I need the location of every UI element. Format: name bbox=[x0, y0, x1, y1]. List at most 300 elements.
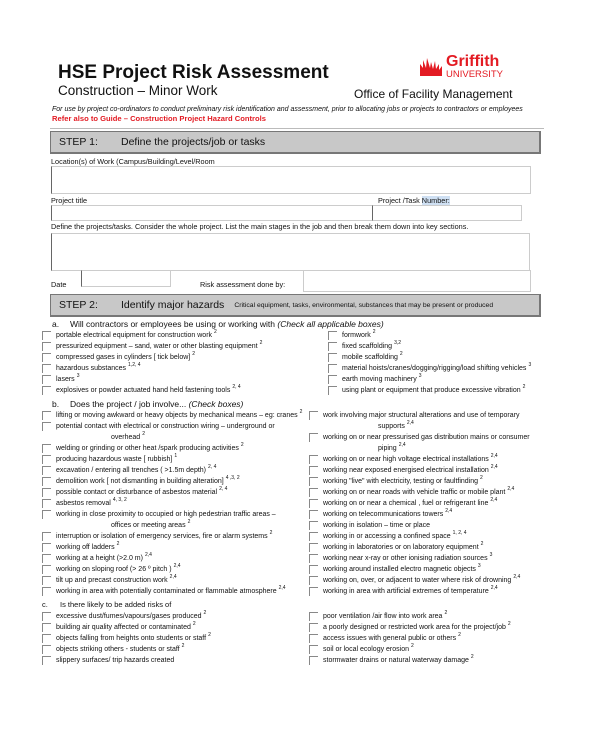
section-a-columns bbox=[42, 330, 592, 396]
hazard-text: slippery surfaces/ trip hazards created bbox=[56, 657, 175, 664]
reference-numbers: 2 bbox=[299, 409, 303, 415]
checkbox[interactable] bbox=[309, 411, 318, 420]
project-title-input[interactable] bbox=[51, 205, 373, 221]
step-description: Critical equipment, tasks, environmental, substances that may be present or produced bbox=[234, 301, 494, 309]
date-label: Date bbox=[51, 280, 67, 289]
location-input[interactable] bbox=[51, 166, 531, 194]
hazard-text: working in close proximity to occupied or high pedestrian traffic areas – bbox=[56, 511, 276, 518]
hazard-label bbox=[323, 509, 589, 520]
hazard-checkbox-item[interactable] bbox=[42, 385, 328, 396]
hazard-label bbox=[56, 553, 309, 564]
hazard-text: working near exposed energised electrical installation bbox=[323, 467, 489, 474]
hazard-label bbox=[56, 509, 309, 531]
hazard-text: a poorly designed or restricted work area for the project/job bbox=[323, 624, 506, 631]
checkbox[interactable] bbox=[42, 587, 51, 596]
hazard-sections bbox=[42, 318, 592, 666]
hazard-text: producing hazardous waste [ rubbish] bbox=[56, 456, 173, 463]
reference-numbers: 2,4 bbox=[507, 486, 515, 492]
checkbox[interactable] bbox=[309, 634, 318, 643]
reference-numbers: 2,4 bbox=[490, 585, 498, 591]
hazard-text: working on sloping roof (> 26 º pitch ) bbox=[56, 566, 172, 573]
checkbox[interactable] bbox=[42, 543, 51, 552]
checkbox[interactable] bbox=[309, 477, 318, 486]
hazard-label bbox=[323, 575, 589, 586]
hazard-label bbox=[56, 531, 309, 542]
reference-numbers: 2,4 bbox=[490, 497, 498, 503]
hazard-checkbox-item[interactable] bbox=[309, 575, 589, 586]
hazard-text: asbestos removal bbox=[56, 500, 111, 507]
hazard-checkbox-item[interactable] bbox=[42, 611, 309, 622]
reference-numbers: 2 bbox=[187, 519, 191, 525]
hazard-label bbox=[56, 352, 328, 363]
checkbox[interactable] bbox=[42, 411, 51, 420]
reference-numbers: 2 bbox=[458, 632, 461, 638]
checkbox[interactable] bbox=[309, 510, 318, 519]
list-c-right bbox=[309, 611, 589, 666]
hazard-checkbox-item[interactable] bbox=[309, 465, 589, 476]
hazard-label bbox=[323, 644, 589, 655]
checkbox[interactable] bbox=[42, 565, 51, 574]
step-number: STEP 2: bbox=[59, 299, 98, 311]
checkbox[interactable] bbox=[309, 466, 318, 475]
hazard-checkbox-item[interactable] bbox=[42, 586, 309, 597]
checkbox[interactable] bbox=[328, 386, 337, 395]
question-hint: (Check all applicable boxes) bbox=[277, 319, 384, 329]
question-c bbox=[42, 599, 592, 611]
reference-numbers: 2,4 bbox=[398, 442, 406, 448]
hazard-checkbox-item[interactable] bbox=[309, 476, 589, 487]
step-title: Identify major hazards bbox=[121, 299, 225, 311]
hazard-text: soil or local ecology erosion bbox=[323, 646, 409, 653]
hazard-label bbox=[56, 374, 328, 385]
checkbox[interactable] bbox=[309, 433, 318, 442]
checkbox[interactable] bbox=[328, 364, 337, 373]
hazard-checkbox-item[interactable] bbox=[42, 487, 309, 498]
checkbox[interactable] bbox=[42, 455, 51, 464]
hazard-text-cont bbox=[56, 520, 303, 531]
project-title-label: Project title bbox=[51, 196, 88, 205]
hazard-checkbox-item[interactable] bbox=[309, 487, 589, 498]
hazard-checkbox-item[interactable] bbox=[309, 520, 589, 531]
hazard-checkbox-item[interactable] bbox=[42, 352, 328, 363]
reference-numbers: 2 bbox=[181, 643, 185, 649]
hazard-text: mobile scaffolding bbox=[342, 354, 398, 361]
hazard-text: working "live" with electricity, testing or faultfinding bbox=[323, 478, 479, 485]
reference-numbers: 2,4 bbox=[278, 585, 286, 591]
task-number-label-highlight: Number: bbox=[421, 196, 450, 205]
hazard-label bbox=[56, 410, 309, 421]
question-b bbox=[52, 398, 592, 410]
hazard-label bbox=[342, 385, 578, 396]
checkbox[interactable] bbox=[309, 532, 318, 541]
hazard-label bbox=[323, 487, 589, 498]
hazard-text: earth moving machinery bbox=[342, 376, 417, 383]
task-number-input[interactable] bbox=[372, 205, 522, 221]
checkbox[interactable] bbox=[42, 477, 51, 486]
hazard-checkbox-item[interactable] bbox=[309, 432, 589, 454]
hazard-text-continued: overhead bbox=[111, 434, 141, 441]
hazard-label bbox=[56, 443, 309, 454]
hazard-checkbox-item[interactable] bbox=[42, 476, 309, 487]
question-letter: b. bbox=[52, 399, 60, 409]
hazard-text: lifting or moving awkward or heavy objects by mechanical means – eg: cranes bbox=[56, 412, 298, 419]
list-b-right bbox=[309, 410, 589, 597]
hazard-label bbox=[323, 498, 589, 509]
reference-numbers: 1, 2, 4 bbox=[452, 530, 467, 536]
hazard-label bbox=[56, 611, 309, 622]
hazard-checkbox-item[interactable] bbox=[328, 374, 578, 385]
checkbox[interactable] bbox=[309, 488, 318, 497]
hazard-checkbox-item[interactable] bbox=[309, 644, 589, 655]
task-number-label-text: Project /Task bbox=[378, 196, 422, 205]
section-b-columns bbox=[42, 410, 592, 597]
reference-numbers: 2, 4 bbox=[232, 384, 241, 390]
hazard-text: working on telecommunications towers bbox=[323, 511, 444, 518]
hazard-label bbox=[56, 655, 309, 666]
hazard-text: fixed scaffolding bbox=[342, 343, 393, 350]
hazard-checkbox-item[interactable] bbox=[328, 385, 578, 396]
checkbox[interactable] bbox=[309, 521, 318, 530]
hazard-label bbox=[323, 611, 589, 622]
done-by-input[interactable] bbox=[303, 270, 531, 292]
list-a-left bbox=[42, 330, 328, 396]
hazard-text-continued: supports bbox=[378, 423, 405, 430]
hazard-text: working off ladders bbox=[56, 544, 115, 551]
hazard-label bbox=[323, 542, 589, 553]
hazard-label bbox=[323, 553, 589, 564]
hazard-text: excessive dust/fumes/vapours/gases produced bbox=[56, 613, 202, 620]
reference-numbers: 2 bbox=[192, 621, 196, 627]
checkbox[interactable] bbox=[309, 565, 318, 574]
checkbox[interactable] bbox=[42, 375, 51, 384]
checkbox[interactable] bbox=[42, 488, 51, 497]
location-label: Location(s) of Work (Campus/Building/Level/Room bbox=[51, 157, 215, 166]
hazard-text: working in area with potentially contaminated or flammable atmosphere bbox=[56, 588, 277, 595]
hazard-checkbox-item[interactable] bbox=[42, 498, 309, 509]
hazard-text: excavation / entering all trenches ( >1.5m depth) bbox=[56, 467, 207, 474]
hazard-checkbox-item[interactable] bbox=[309, 622, 589, 633]
question-text: Will contractors or employees be using or working with bbox=[70, 319, 278, 329]
checkbox[interactable] bbox=[42, 353, 51, 362]
hazard-text: welding or grinding or other heat /spark producing activities bbox=[56, 445, 239, 452]
reference-numbers: 2,4 bbox=[445, 508, 453, 514]
question-hint: (Check boxes) bbox=[188, 399, 244, 409]
list-a-right bbox=[328, 330, 578, 396]
checkbox[interactable] bbox=[42, 532, 51, 541]
done-by-label: Risk assessment done by: bbox=[200, 280, 286, 289]
reference-numbers: 2 bbox=[411, 643, 414, 649]
hazard-text: working on or near pressurised gas distribution mains or consumer bbox=[323, 434, 530, 441]
reference-numbers: 2,4 bbox=[144, 552, 152, 558]
hazard-checkbox-item[interactable] bbox=[42, 454, 309, 465]
griffith-logo bbox=[418, 54, 503, 80]
hazard-text-cont bbox=[323, 421, 583, 432]
question-letter: a. bbox=[52, 319, 60, 329]
list-b-left bbox=[42, 410, 309, 597]
checkbox[interactable] bbox=[309, 576, 318, 585]
define-label: Define the projects/tasks. Consider the whole project. List the main stages in the job and then break them down into key sections. bbox=[51, 222, 469, 231]
hazard-checkbox-item[interactable] bbox=[42, 421, 309, 443]
reference-numbers: 2,4 bbox=[406, 420, 414, 426]
hazard-checkbox-item[interactable] bbox=[42, 633, 309, 644]
reference-numbers: 3 bbox=[489, 552, 493, 558]
hazard-text: building air quality affected or contaminated bbox=[56, 624, 191, 631]
checkbox[interactable] bbox=[42, 444, 51, 453]
hazard-checkbox-item[interactable] bbox=[328, 330, 578, 341]
question-text: Is there likely to be added risks of bbox=[60, 600, 172, 609]
checkbox[interactable] bbox=[42, 510, 51, 519]
hazard-label bbox=[342, 352, 578, 363]
intro-text: For use by project co-ordinators to conduct preliminary risk identification and assessment, prior to allocating jobs or projects to contractors or employees bbox=[52, 106, 523, 113]
hazard-text-cont bbox=[323, 443, 583, 454]
reference-numbers: 2 bbox=[399, 351, 403, 357]
hazard-text: compressed gases in cylinders [ tick below] bbox=[56, 354, 191, 361]
checkbox[interactable] bbox=[42, 331, 51, 340]
hazard-checkbox-item[interactable] bbox=[42, 655, 309, 666]
hazard-label bbox=[342, 341, 578, 352]
hazard-text: working on or near roads with vehicle traffic or mobile plant bbox=[323, 489, 506, 496]
checkbox[interactable] bbox=[328, 331, 337, 340]
hazard-checkbox-item[interactable] bbox=[309, 509, 589, 520]
reference-numbers: 2 bbox=[116, 541, 120, 547]
hazard-label bbox=[56, 575, 309, 586]
hazard-text: using plant or equipment that produce excessive vibration bbox=[342, 387, 521, 394]
checkbox[interactable] bbox=[309, 499, 318, 508]
hazard-label bbox=[342, 374, 578, 385]
hazard-text: objects falling from heights onto students or staff bbox=[56, 635, 207, 642]
checkbox[interactable] bbox=[309, 587, 318, 596]
checkbox[interactable] bbox=[42, 634, 51, 643]
checkbox[interactable] bbox=[328, 342, 337, 351]
hazard-text: poor ventilation /air flow into work area bbox=[323, 613, 443, 620]
hazard-text: material hoists/cranes/dogging/rigging/load shifting vehicles bbox=[342, 365, 527, 372]
hazard-label bbox=[56, 542, 309, 553]
checkbox[interactable] bbox=[42, 364, 51, 373]
hazard-label bbox=[323, 465, 589, 476]
hazard-checkbox-item[interactable] bbox=[309, 611, 589, 622]
hazard-checkbox-item[interactable] bbox=[309, 542, 589, 553]
hazard-label bbox=[342, 330, 578, 341]
hazard-label bbox=[323, 476, 589, 487]
reference-numbers: 4, 3, 2 bbox=[112, 497, 127, 503]
hazard-checkbox-item[interactable] bbox=[42, 330, 328, 341]
hazard-checkbox-item[interactable] bbox=[42, 575, 309, 586]
hazard-label bbox=[323, 586, 589, 597]
checkbox[interactable] bbox=[309, 656, 318, 665]
hazard-text-cont bbox=[56, 432, 303, 443]
hazard-checkbox-item[interactable] bbox=[42, 644, 309, 655]
hazard-checkbox-item[interactable] bbox=[328, 363, 578, 374]
question-a bbox=[52, 318, 592, 330]
hazard-checkbox-item[interactable] bbox=[42, 622, 309, 633]
hazard-text: working near x-ray or other ionising radiation sources bbox=[323, 555, 488, 562]
hazard-checkbox-item[interactable] bbox=[42, 410, 309, 421]
checkbox[interactable] bbox=[42, 466, 51, 475]
checkbox[interactable] bbox=[42, 612, 51, 621]
checkbox[interactable] bbox=[42, 554, 51, 563]
hazard-text: portable electrical equipment for construction work bbox=[56, 332, 213, 339]
reference-numbers: 3,2 bbox=[394, 340, 402, 346]
checkbox[interactable] bbox=[309, 554, 318, 563]
divider bbox=[50, 128, 544, 129]
checkbox[interactable] bbox=[328, 375, 337, 384]
office-name: Office of Facility Management bbox=[354, 87, 513, 101]
reference-numbers: 2 bbox=[470, 654, 474, 660]
hazard-label bbox=[56, 465, 309, 476]
hazard-text: working in area with artificial extremes of temperature bbox=[323, 588, 489, 595]
reference-numbers: 2, 4 bbox=[208, 464, 217, 470]
hazard-text-continued: offices or meeting areas bbox=[111, 522, 186, 529]
document-subtitle: Construction – Minor Work bbox=[58, 83, 218, 98]
hazard-text: working in isolation – time or place bbox=[323, 522, 430, 529]
hazard-label bbox=[56, 421, 309, 443]
hazard-text: lasers bbox=[56, 376, 75, 383]
reference-numbers: 2,4 bbox=[169, 574, 177, 580]
hazard-label bbox=[323, 531, 589, 542]
hazard-label bbox=[323, 432, 589, 454]
reference-numbers: 2 bbox=[203, 610, 207, 616]
document-title: HSE Project Risk Assessment bbox=[58, 62, 329, 83]
checkbox[interactable] bbox=[42, 576, 51, 585]
hazard-text: interruption or isolation of emergency services, fire or alarm systems bbox=[56, 533, 268, 540]
hazard-label bbox=[56, 644, 309, 655]
reference-numbers: 2 bbox=[240, 442, 244, 448]
hazard-checkbox-item[interactable] bbox=[42, 531, 309, 542]
checkbox[interactable] bbox=[309, 645, 318, 654]
logo-flame-icon bbox=[418, 56, 444, 78]
hazard-text: potential contact with electrical or construction wiring – underground or bbox=[56, 423, 275, 430]
task-number-label bbox=[378, 196, 450, 205]
hazard-checkbox-item[interactable] bbox=[309, 531, 589, 542]
checkbox[interactable] bbox=[42, 623, 51, 632]
hazard-checkbox-item[interactable] bbox=[328, 352, 578, 363]
hazard-checkbox-item[interactable] bbox=[328, 341, 578, 352]
hazard-text-continued: piping bbox=[378, 445, 397, 452]
hazard-checkbox-item[interactable] bbox=[42, 341, 328, 352]
hazard-checkbox-item[interactable] bbox=[42, 465, 309, 476]
hazard-text: working on or near a chemical , fuel or refrigerant line bbox=[323, 500, 489, 507]
reference-numbers: 2 bbox=[522, 384, 526, 390]
hazard-label bbox=[56, 586, 309, 597]
hazard-label bbox=[323, 410, 589, 432]
hazard-text: working in or accessing a confined space bbox=[323, 533, 451, 540]
reference-numbers: 2,4 bbox=[490, 453, 498, 459]
reference-numbers: 2,4 bbox=[490, 464, 498, 470]
hazard-checkbox-item[interactable] bbox=[42, 542, 309, 553]
hazard-label bbox=[323, 564, 589, 575]
hazard-checkbox-item[interactable] bbox=[42, 363, 328, 374]
hazard-checkbox-item[interactable] bbox=[309, 410, 589, 432]
hazard-text: working in laboratories or on laboratory equipment bbox=[323, 544, 479, 551]
hazard-label bbox=[56, 564, 309, 575]
logo-sub: UNIVERSITY bbox=[446, 69, 504, 80]
checkbox[interactable] bbox=[42, 386, 51, 395]
checkbox[interactable] bbox=[42, 422, 51, 431]
hazard-text: formwork bbox=[342, 332, 371, 339]
hazard-checkbox-item[interactable] bbox=[309, 564, 589, 575]
hazard-text: stormwater drains or natural waterway damage bbox=[323, 657, 469, 664]
hazard-text: hazardous substances bbox=[56, 365, 127, 372]
reference-numbers: 2 bbox=[444, 610, 448, 616]
hazard-text: tilt up and precast construction work bbox=[56, 577, 168, 584]
hazard-text: demolition work [ not dismantling in building alteration] bbox=[56, 478, 224, 485]
checkbox[interactable] bbox=[309, 455, 318, 464]
checkbox[interactable] bbox=[42, 499, 51, 508]
guide-link[interactable]: Refer also to Guide – Construction Project Hazard Controls bbox=[52, 114, 266, 123]
checkbox[interactable] bbox=[309, 612, 318, 621]
reference-numbers: 2 bbox=[214, 329, 217, 335]
hazard-label bbox=[56, 476, 309, 487]
section-c-columns bbox=[42, 611, 592, 666]
step2-header bbox=[50, 294, 541, 317]
hazard-checkbox-item[interactable] bbox=[309, 454, 589, 465]
hazard-text: working at a height (>2.0 m) bbox=[56, 555, 143, 562]
hazard-label bbox=[56, 487, 309, 498]
reference-numbers: 2 bbox=[480, 475, 483, 481]
checkbox[interactable] bbox=[42, 342, 51, 351]
hazard-label bbox=[323, 454, 589, 465]
hazard-label bbox=[323, 633, 589, 644]
hazard-checkbox-item[interactable] bbox=[309, 655, 589, 666]
checkbox[interactable] bbox=[309, 623, 318, 632]
reference-numbers: 2,4 bbox=[173, 563, 181, 569]
hazard-text: possible contact or disturbance of asbestos material bbox=[56, 489, 218, 496]
hazard-text: working around installed electro magnetic objects bbox=[323, 566, 476, 573]
hazard-label bbox=[56, 622, 309, 633]
date-input[interactable] bbox=[81, 270, 171, 287]
checkbox[interactable] bbox=[42, 645, 51, 654]
hazard-label bbox=[56, 454, 309, 465]
hazard-label bbox=[56, 330, 328, 341]
hazard-checkbox-item[interactable] bbox=[42, 374, 328, 385]
hazard-checkbox-item[interactable] bbox=[309, 553, 589, 564]
reference-numbers: 3 bbox=[76, 373, 80, 379]
hazard-text: working on, over, or adjacent to water where risk of drowning bbox=[323, 577, 512, 584]
hazard-text: objects striking others - students or staff bbox=[56, 646, 180, 653]
checkbox[interactable] bbox=[42, 656, 51, 665]
reference-numbers: 2 bbox=[259, 340, 263, 346]
hazard-checkbox-item[interactable] bbox=[42, 509, 309, 531]
reference-numbers: 2,4 bbox=[513, 574, 521, 580]
list-c-left bbox=[42, 611, 309, 666]
reference-numbers: 2 bbox=[208, 632, 211, 638]
reference-numbers: 2 bbox=[142, 431, 145, 437]
hazard-label bbox=[56, 498, 309, 509]
reference-numbers: 2 bbox=[372, 329, 376, 335]
reference-numbers: 1,2, 4 bbox=[128, 362, 141, 368]
checkbox[interactable] bbox=[328, 353, 337, 362]
reference-numbers: 2 bbox=[192, 351, 196, 357]
reference-numbers: 2, 4 bbox=[219, 486, 228, 492]
hazard-label bbox=[342, 363, 578, 374]
hazard-checkbox-item[interactable] bbox=[309, 586, 589, 597]
hazard-text: explosives or powder actuated hand held fastening tools bbox=[56, 387, 231, 394]
reference-numbers: 3 bbox=[477, 563, 481, 569]
hazard-label bbox=[56, 363, 328, 374]
step-title: Define the projects/job or tasks bbox=[121, 136, 266, 148]
hazard-text: access issues with general public or others bbox=[323, 635, 457, 642]
hazard-checkbox-item[interactable] bbox=[309, 633, 589, 644]
checkbox[interactable] bbox=[309, 543, 318, 552]
hazard-label bbox=[323, 655, 589, 666]
define-input[interactable] bbox=[51, 233, 530, 271]
hazard-label bbox=[323, 622, 589, 633]
reference-numbers: 2 bbox=[480, 541, 484, 547]
hazard-text: pressurized equipment – sand, water or other blasting equipment bbox=[56, 343, 258, 350]
question-letter: c. bbox=[42, 600, 48, 609]
logo-name: Griffith bbox=[446, 53, 500, 70]
reference-numbers: 2 bbox=[269, 530, 273, 536]
